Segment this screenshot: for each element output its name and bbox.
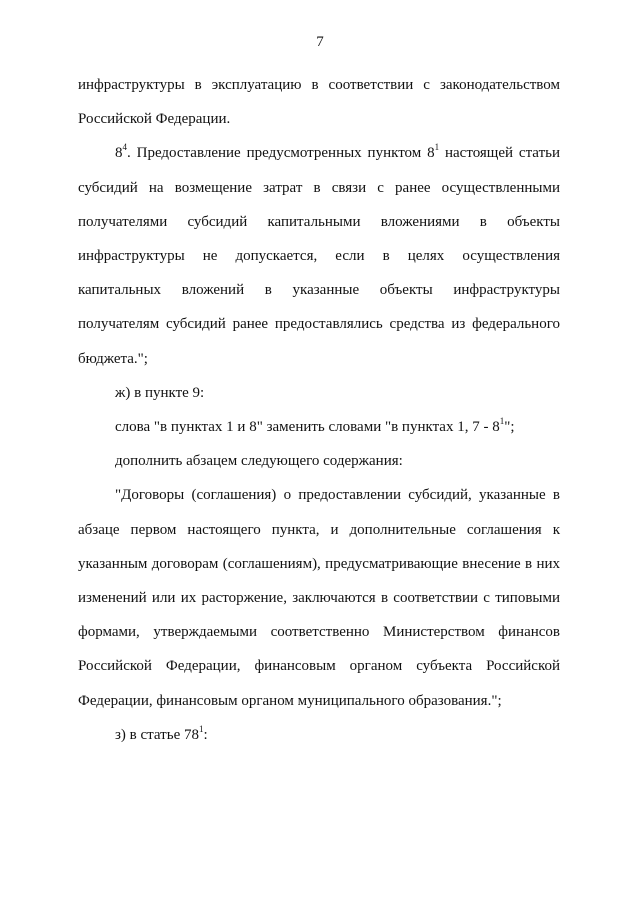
paragraph xyxy=(78,718,560,752)
paragraph xyxy=(78,68,560,136)
superscript: 1 xyxy=(499,416,505,427)
text-run: з) в статье 78 xyxy=(115,726,199,743)
text-run: : xyxy=(203,726,208,743)
text-run: . Предоставление предусмотренных пунктом 8 xyxy=(127,145,435,162)
text-run: "; xyxy=(504,419,515,436)
text-run: ж) в пункте 9: xyxy=(115,384,205,401)
paragraph xyxy=(78,478,560,717)
text-run: инфраструктуры в эксплуатацию в соответствии с законодательством Российской Федерации. xyxy=(78,77,560,128)
superscript: 1 xyxy=(434,142,440,153)
paragraph xyxy=(78,136,560,375)
page-number: 7 xyxy=(316,34,324,50)
text-run: дополнить абзацем следующего содержания: xyxy=(115,453,403,470)
paragraph xyxy=(78,444,560,478)
superscript: 1 xyxy=(198,723,204,734)
document-body xyxy=(78,68,560,752)
superscript: 4 xyxy=(122,142,127,153)
paragraph xyxy=(78,410,560,444)
text-run: слова "в пунктах 1 и 8" заменить словами "в пунктах 1, 7 - 8 xyxy=(115,419,500,436)
text-run: 8 xyxy=(115,145,123,162)
text-run: "Договоры (соглашения) о предоставлении субсидий, указанные в абзаце первом настоящего пункта, и дополнительные соглашения к указанным договорам (соглашениям), предусматривающие внесение в них изменений или их расторжение, заключаются в соответствии с типовыми формами, утверждаемыми соответственно Министерством финансов Российской Федерации, финансовым органом субъекта Российской Федерации, финансовым органом муниципального образования."; xyxy=(78,487,560,709)
paragraph xyxy=(78,376,560,410)
text-run: настоящей статьи субсидий на возмещение затрат в связи с ранее осуществленными получателями субсидий капитальными вложениями в объекты инфраструктуры не допускается, если в целях осуществления капитальных вложений в указанные объекты инфраструктуры получателям субсидий ранее предоставлялись средства из федерального бюджета."; xyxy=(78,145,560,367)
